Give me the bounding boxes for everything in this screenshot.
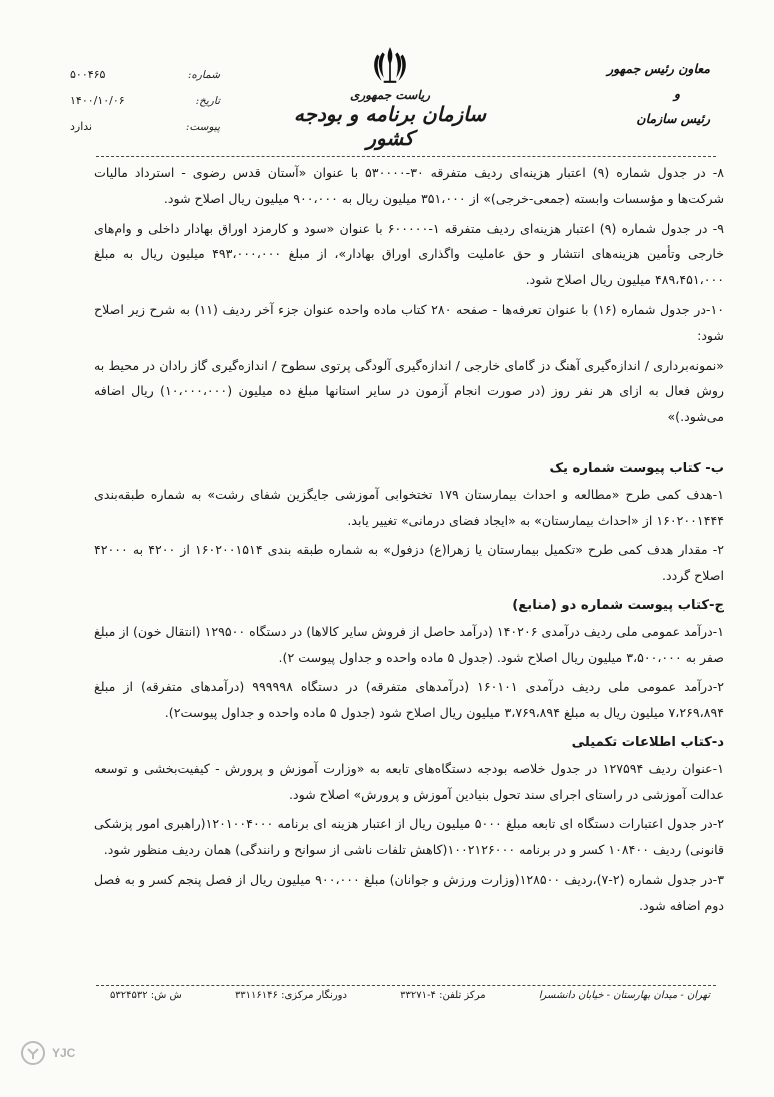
item-9: ۹- در جدول شماره (۹) اعتبار هزینه‌ای ردیف متفرقه ۱-۶۰۰۰۰۰ با عنوان «سود و کارمزد اوراق بهادار داخلی و وام‌های خارجی وتأمین هزینه‌های انتشار و حق عاملیت واگذاری اوراق بهادار»، از مبلغ ۴۹۳،۰۰۰،۰۰۰ میلیون ریال به مبلغ ۴۸۹،۴۵۱،۰۰۰ میلیون ریال اصلاح شود.: [94, 220, 725, 288]
section-b-item-2: ۲- مقدار هدف کمی طرح «تکمیل بیمارستان یا زهرا(ع) دزفول» به شماره طبقه بندی ۱۶۰۲۰۰۱۵۱۴ از ۴۲۰۰ به ۴۲۰۰۰ اصلاح گردد.: [94, 542, 725, 584]
organization-name: سازمان برنامه و بودجه کشور: [293, 102, 487, 150]
section-heading-d: د-کتاب اطلاعات تکمیلی: [571, 734, 724, 750]
item-10: ۱۰-در جدول شماره (۱۶) با عنوان تعرفه‌ها - صفحه ۲۸۰ کتاب ماده واحده عنوان جزء آخر ردیف (۱۱) به شرح زیر اصلاح شود:: [94, 301, 724, 343]
footer-fax: دورنگار مرکزی: ۳۳۱۱۶۱۴۶: [234, 990, 347, 1001]
presidency-label: ریاست جمهوری: [349, 88, 431, 102]
sender-title: [600, 56, 710, 131]
meta-number-label: شماره:: [187, 69, 220, 81]
meta-number-value: ۵۰۰۴۶۵: [70, 68, 106, 81]
yjc-watermark: [20, 1040, 75, 1066]
item-8: ۸- در جدول شماره (۹) اعتبار هزینه‌ای ردیف متفرقه ۳۰-۵۳۰۰۰۰ با عنوان «آستان قدس رضوی - استرداد مالیات شرکت‌ها و مؤسسات وابسته (جمعی-خرجی)» از ۳۵۱،۰۰۰ میلیون ریال به ۹۰۰،۰۰۰ میلیون ریال اصلاح شود.: [94, 165, 724, 206]
watermark-text: YJC: [52, 1046, 76, 1060]
meta-date-row: [70, 88, 220, 114]
meta-date-label: تاریخ:: [195, 95, 220, 107]
sender-title-line-1: معاون رئیس جمهور: [607, 61, 710, 76]
section-d-item-3: ۳-در جدول شماره (۲-۷)،ردیف ۱۲۸۵۰۰(وزارت ورزش و جوانان) مبلغ ۹۰۰،۰۰۰ میلیون ریال از فصل پنجم کسر و به فصل دوم اضافه شود.: [94, 871, 724, 913]
header-divider: [96, 156, 716, 157]
meta-attachment-label: پیوست:: [185, 121, 220, 133]
section-heading-c: ج-کتاب پیوست شماره دو (منابع): [512, 597, 724, 613]
section-heading-b: ب- کتاب پیوست شماره یک: [549, 460, 724, 476]
meta-attachment-row: [70, 114, 220, 140]
letterhead: [270, 44, 510, 150]
item-10-quote: «نمونه‌برداری / اندازه‌گیری آهنگ دز گامای خارجی / اندازه‌گیری آلودگی پرتوی سطوح / اندازه‌گیری گاز رادان در محیط به روش فعال به ازای هر نفر روز (در صورت انجام آزمون در سایر استانها مبلغ ده میلیون (۱۰،۰۰۰،۰۰۰) ریال اضافه می‌شود.)»: [94, 357, 725, 425]
letter-body: [94, 160, 724, 923]
section-b-item-1: ۱-هدف کمی طرح «مطالعه و احداث بیمارستان ۱۷۹ تختخوابی آموزشی جایگزین شفای رشت» به شماره طبقه‌بندی ۱۶۰۲۰۰۱۴۴۴ از «احداث بیمارستان» به «ایجاد فضای درمانی» تغییر یابد.: [94, 486, 724, 528]
letter-meta: [70, 62, 220, 140]
section-c-item-1: ۱-درآمد عمومی ملی ردیف درآمدی ۱۴۰۲۰۶ (درآمد حاصل از فروش سایر کالاها) در دستگاه ۱۲۹۵۰۰ (انتقال خون) از مبلغ صفر به ۳،۵۰۰،۰۰۰ میلیون ریال اصلاح شود. (جدول ۵ ماده واحده و جداول پیوست ۲).: [94, 623, 724, 665]
iran-emblem-icon: [369, 44, 411, 86]
section-d-item-2: ۲-در جدول اعتبارات دستگاه ای تابعه مبلغ ۵۰۰۰ میلیون ریال از اعتبار هزینه ای برنامه ۱۲۰۱۰۰۴۰۰۰(راهبری امور پزشکی قانونی) ردیف ۱۰۸۴۰۰ کسر و در برنامه ۱۰۰۲۱۲۶۰۰۰(کاهش تلفات ناشی از سوانح و رانندگی) همان ردیف منظور شود.: [94, 816, 725, 858]
section-c-item-2: ۲-درآمد عمومی ملی ردیف درآمدی ۱۶۰۱۰۱ (درآمدهای متفرقه) در دستگاه ۹۹۹۹۹۸ (درآمدهای متفرقه) از مبلغ ۷،۲۶۹،۸۹۴ میلیون ریال به مبلغ ۳،۷۶۹،۸۹۴ میلیون ریال اصلاح شود (جدول ۵ ماده واحده و جداول پیوست۲).: [94, 679, 725, 721]
footer-address: تهران - میدان بهارستان - خیابان دانشسرا: [538, 990, 710, 1001]
footer-divider: [96, 985, 716, 986]
letter-footer: [110, 990, 710, 1001]
section-d-item-1: ۱-عنوان ردیف ۱۲۷۵۹۴ در جدول خلاصه بودجه دستگاه‌های تابعه به «وزارت آموزش و پرورش - کیفیت‌بخشی و توسعه عدالت آموزشی در راستای اجرای سند تحول بنیادین آموزش و پرورش» اصلاح شود.: [94, 760, 724, 802]
meta-number-row: [70, 62, 220, 88]
footer-phone: مرکز تلفن: ۴-۳۳۲۷۱: [400, 990, 486, 1001]
yjc-logo-icon: [20, 1040, 46, 1066]
meta-attachment-value: ندارد: [70, 120, 93, 133]
spacer: [94, 434, 724, 452]
footer-postal: ش ش: ۵۳۲۴۵۳۲: [110, 990, 182, 1001]
sender-title-line-3: رئیس سازمان: [636, 111, 710, 126]
meta-date-value: ۱۴۰۰/۱۰/۰۶: [70, 94, 125, 107]
sender-title-line-2: و: [673, 86, 680, 101]
